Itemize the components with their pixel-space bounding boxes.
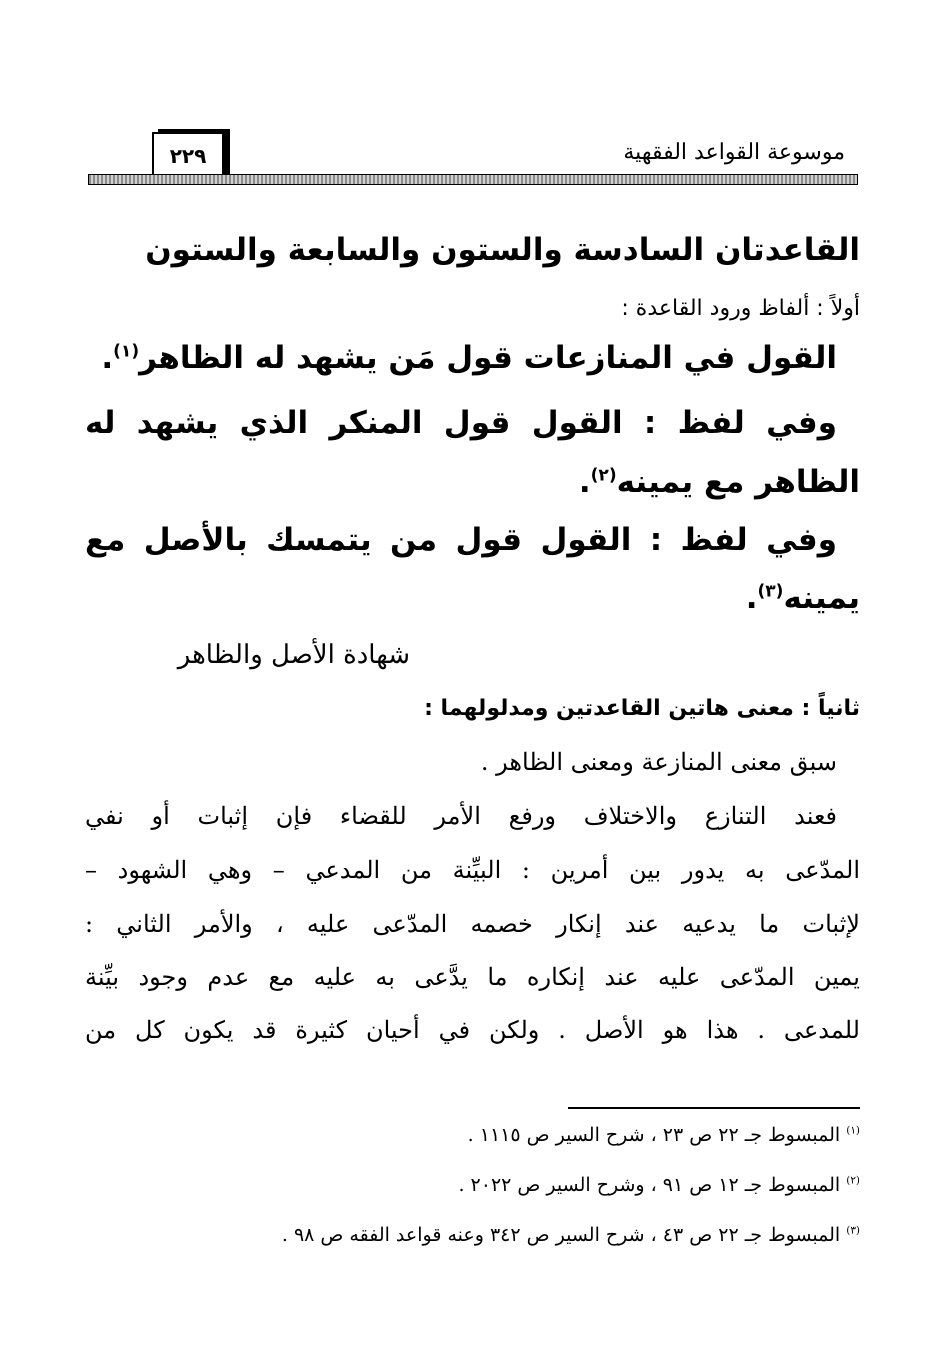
footnote-number-1: (١) [846,1124,860,1137]
rule-wording-1-text: القول في المنازعات قول مَن يشهد له الظاهر [139,340,837,376]
footnote-ref-1[interactable]: (١) [113,341,140,362]
rule-wording-2-text: الظاهر مع يمينه [616,464,860,500]
footnote-ref-2[interactable]: (٢) [590,465,617,486]
rule-wording-3-line-2 [85,580,860,616]
body-paragraph-line-3: المدّعى به يدور بين أمرين : البيِّنة من المدعي – وهي الشهود – [85,856,860,884]
section-one-heading: أولاً : ألفاظ ورود القاعدة : [621,296,860,321]
rule-wording-2-end: . [578,464,591,500]
page-number-box [152,132,224,180]
rule-heading: القاعدتان السادسة والستون والسابعة والستون [145,232,860,268]
body-paragraph-line-4: لإثبات ما يدعيه عند إنكار خصمه المدّعى عليه ، والأمر الثاني : [85,910,860,938]
footnote-separator [568,1107,860,1109]
body-paragraph-line-5: يمين المدّعى عليه عند إنكاره ما يدَّعى به عليه مع عدم وجود بيِّنة [85,963,860,991]
rule-wording-1-end: . [101,340,114,376]
footnote-ref-3[interactable]: (٣) [757,581,784,602]
body-paragraph-line-1: سبق معنى المنازعة ومعنى الظاهر . [480,748,837,776]
rule-wording-3-text: يمينه [783,580,860,616]
header-rule [88,174,858,185]
footnote-text-2: المبسوط جـ ١٢ ص ٩١ ، وشرح السير ص ٢٠٢٢ . [458,1174,841,1196]
rule-wording-2-line-1: وفي لفظ : القول قول المنكر الذي يشهد له [85,405,837,441]
footnote-text-1: المبسوط جـ ٢٢ ص ٢٣ ، شرح السير ص ١١١٥ . [467,1124,841,1146]
footnote-2 [90,1174,860,1196]
rule-wording-2-line-2 [85,464,860,500]
rule-wording-1 [85,340,837,376]
section-title: شهادة الأصل والظاهر [177,640,410,670]
footnote-text-3: المبسوط جـ ٢٢ ص ٤٣ ، شرح السير ص ٣٤٢ وعنه قواعد الفقه ص ٩٨ . [281,1224,841,1246]
running-header-title: موسوعة القواعد الفقهية [623,140,845,165]
body-paragraph-line-2: فعند التنازع والاختلاف ورفع الأمر للقضاء فإن إثبات أو نفي [85,802,837,830]
footnote-number-3: (٣) [846,1224,860,1237]
footnote-3 [90,1224,860,1246]
page-number: ٢٢٩ [169,144,207,168]
rule-wording-3-line-1: وفي لفظ : القول قول من يتمسك بالأصل مع [85,522,837,558]
body-paragraph-line-6: للمدعى . هذا هو الأصل . ولكن في أحيان كثيرة قد يكون كل من [85,1016,860,1044]
rule-wording-3-end: . [745,580,758,616]
footnote-number-2: (٢) [846,1174,860,1187]
section-two-heading: ثانياً : معنى هاتين القاعدتين ومدلولهما : [424,696,860,721]
footnote-1 [90,1124,860,1146]
